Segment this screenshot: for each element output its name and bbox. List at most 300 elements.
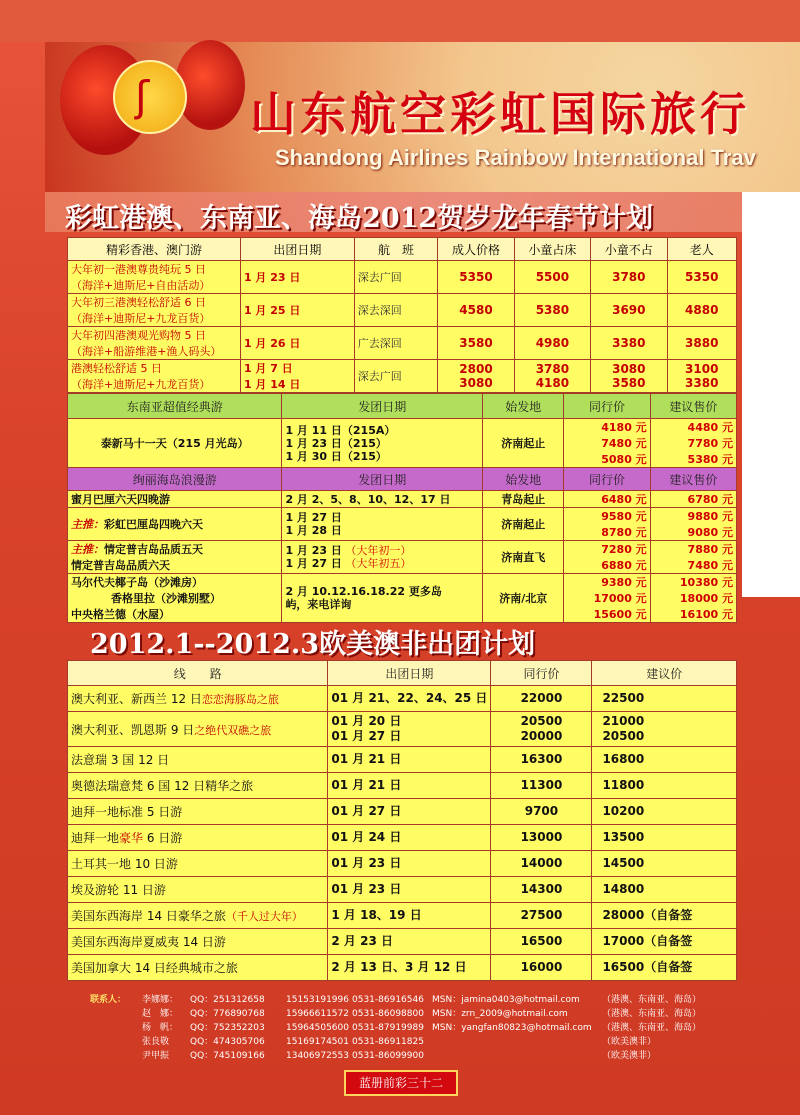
contact-phone: 0531-86911825 — [352, 1037, 424, 1047]
column-header: 出团日期 — [240, 238, 354, 261]
price-cell — [591, 327, 667, 360]
contact-mobile: 15169174501 — [286, 1037, 349, 1047]
tour-name: 港澳轻松舒适 5 日 — [71, 362, 162, 375]
price: 6480 元 — [601, 493, 647, 506]
price: 8780 元 — [601, 526, 647, 539]
route-cell — [68, 877, 328, 903]
departure-date: 2 月 2、5、8、10、12、17 日 — [285, 492, 451, 506]
tour-name: 大年初三港澳轻松舒适 6 日 — [71, 296, 206, 309]
retail-price-cell — [650, 508, 736, 541]
price: 3100 — [685, 362, 719, 376]
route-cell — [68, 773, 328, 799]
route-name: 埃及游轮 11 日游 — [71, 883, 166, 897]
price: 7280 元 — [601, 543, 647, 556]
dates-cell — [282, 508, 483, 541]
price: 3780 — [612, 270, 646, 284]
departure-date: 01 月 27 日 — [331, 729, 402, 743]
retail-price-cell — [592, 903, 737, 929]
price: 4480 元 — [687, 421, 733, 434]
tour-name: 彩虹巴厘岛四晚六天 — [104, 518, 203, 531]
price: 16300 — [520, 752, 563, 766]
contact-qq: QQ：474305706 — [190, 1037, 265, 1047]
section2-title: 2012.1--2012.3欧美澳非出团计划 — [90, 629, 536, 660]
rainbow-flame-logo-icon — [113, 60, 187, 134]
departure-date: 01 月 21、22、24、25 日 — [331, 691, 488, 705]
price: 5080 元 — [601, 453, 647, 466]
peer-price-cell — [564, 491, 650, 508]
date-cell — [328, 686, 491, 712]
table-row — [68, 327, 737, 360]
route-cell — [68, 851, 328, 877]
retail-price-cell — [592, 773, 737, 799]
contact-name: 张良敬 — [142, 1037, 170, 1047]
header-row — [68, 468, 737, 491]
contact-msn: MSN：jamina0403@hotmail.com — [432, 995, 580, 1005]
tour-name-line — [71, 541, 278, 557]
route-cell — [68, 686, 328, 712]
departure-date: 1 月 27 日 — [285, 557, 342, 570]
column-header: 航 班 — [354, 238, 438, 261]
tour-name: 马尔代夫椰子岛（沙滩房） — [71, 576, 203, 589]
table-row — [68, 419, 737, 468]
contact-phone: 0531-86099900 — [352, 1051, 424, 1061]
price: 22500 — [602, 691, 645, 705]
section1-title: 彩虹港澳、东南亚、海岛2012贺岁龙年春节计划 — [65, 203, 654, 234]
price: 20500 — [520, 714, 563, 728]
date-line — [285, 493, 479, 506]
column-header: 同行价 — [564, 468, 650, 491]
route-cell — [68, 955, 328, 981]
table-row — [68, 294, 737, 327]
contact-qq: QQ：745109166 — [190, 1051, 265, 1061]
peer-price-cell — [491, 712, 592, 747]
price: 5380 — [535, 303, 570, 317]
top-band — [0, 0, 800, 42]
tour-name-cell — [68, 491, 282, 508]
table-row — [68, 825, 737, 851]
column-header: 发团日期 — [282, 394, 483, 419]
tour-name-line — [71, 516, 278, 532]
price: 4880 — [685, 303, 719, 317]
column-header: 绚丽海岛浪漫游 — [68, 468, 282, 491]
peer-price-cell — [564, 508, 650, 541]
tour-name-cell — [68, 294, 241, 327]
column-header: 出团日期 — [328, 661, 491, 686]
price: 13000 — [520, 830, 563, 844]
origin: 济南起止 — [483, 508, 564, 541]
price: 3580 — [459, 336, 493, 350]
column-header: 线 路 — [68, 661, 328, 686]
table-row — [68, 747, 737, 773]
route-cell — [68, 747, 328, 773]
price: 4980 — [535, 336, 570, 350]
departure-date: 1 月 23 日（215） — [285, 436, 387, 450]
contact-row — [90, 1049, 712, 1063]
date-note: （大年初五） — [341, 557, 412, 570]
tour-name: 香格里拉（沙滩别墅） — [111, 592, 221, 605]
price: 17000（自备签 — [602, 934, 693, 948]
departure-date: 01 月 21 日 — [331, 778, 402, 792]
contact-qq: QQ：776890768 — [190, 1009, 265, 1019]
retail-price-cell — [650, 541, 736, 574]
date-cell — [328, 825, 491, 851]
departure-date-cell — [240, 327, 354, 360]
contact-scope: （港澳、东南亚、海岛） — [602, 1009, 702, 1019]
table-row — [68, 773, 737, 799]
price: 3380 — [612, 336, 646, 350]
contact-name: 尹甲振 — [142, 1051, 170, 1061]
hk-macau-table — [67, 237, 737, 393]
peer-price-cell — [491, 686, 592, 712]
date-cell — [328, 712, 491, 747]
date-cell — [328, 747, 491, 773]
table-row — [68, 799, 737, 825]
date-cell — [328, 773, 491, 799]
departure-date: 1 月 23 日 — [243, 271, 301, 284]
route-name: 美国东西海岸 14 日豪华之旅 — [71, 909, 226, 923]
table-row — [68, 574, 737, 623]
route-name: 澳大利亚、新西兰 12 日 — [71, 692, 202, 706]
peer-price-cell — [491, 825, 592, 851]
route-tail: 6 日游 — [143, 831, 183, 845]
route-name: 奥德法瑞意梵 6 国 12 日精华之旅 — [71, 779, 254, 793]
departure-date: 1 月 27 日 — [285, 511, 342, 524]
column-header: 老人 — [667, 238, 736, 261]
departure-date: 01 月 23 日 — [331, 856, 402, 870]
table-row — [68, 686, 737, 712]
peer-price-cell — [491, 799, 592, 825]
contact-scope: （欧美澳非） — [602, 1037, 657, 1047]
price: 4180 元 — [601, 421, 647, 434]
departure-date: 1 月 30 日（215） — [285, 449, 387, 463]
contact-phone: 0531-87919989 — [352, 1023, 424, 1033]
tour-subtitle: （海洋+船游维港+渔人码头） — [71, 345, 222, 358]
retail-price-cell — [650, 574, 736, 623]
route-cell — [68, 825, 328, 851]
flight-cell: 深去广回 — [354, 360, 438, 393]
tour-name-cell — [68, 541, 282, 574]
price: 9880 元 — [687, 510, 733, 523]
date-line — [285, 598, 479, 611]
retail-price-cell — [650, 419, 736, 468]
departure-date: 2 月 13 日、3 月 12 日 — [331, 960, 467, 974]
peer-price-cell — [491, 773, 592, 799]
price: 22000 — [520, 691, 563, 705]
contact-scope: （港澳、东南亚、海岛） — [602, 995, 702, 1005]
retail-price-cell — [592, 799, 737, 825]
route-cell — [68, 903, 328, 929]
tour-name: 大年初一港澳尊贵纯玩 5 日 — [71, 263, 206, 276]
price: 10380 元 — [679, 576, 733, 589]
price: 4580 — [459, 303, 493, 317]
route-subtitle: （千人过大年） — [225, 910, 303, 923]
price: 16000 — [520, 960, 563, 974]
retail-price-cell — [592, 712, 737, 747]
price: 5380 元 — [687, 453, 733, 466]
route-name: 澳大利亚、凯恩斯 9 日 — [71, 722, 195, 737]
column-header: 建议价 — [592, 661, 737, 686]
table-row — [68, 712, 737, 747]
price: 10200 — [602, 804, 645, 818]
route-cell — [68, 712, 328, 747]
price: 7780 元 — [687, 437, 733, 450]
price-cell — [591, 360, 667, 393]
departure-date: 01 月 21 日 — [331, 752, 402, 766]
departure-date: 1 月 18、19 日 — [331, 908, 422, 922]
date-line — [285, 524, 479, 537]
contact-msn: MSN：yangfan80823@hotmail.com — [432, 1023, 592, 1033]
contact-msn: MSN：zrn_2009@hotmail.com — [432, 1009, 568, 1019]
contact-mobile: 15966611572 — [286, 1009, 349, 1019]
tour-name: 情定普吉岛品质五天 — [104, 543, 203, 556]
departure-date-cell — [240, 294, 354, 327]
departure-date: 2 月 10.12.16.18.22 更多岛 — [285, 585, 442, 598]
price-cell — [438, 261, 514, 294]
price: 17000 元 — [593, 592, 647, 605]
price-cell — [667, 360, 736, 393]
price: 15600 元 — [593, 608, 647, 621]
tour-name-cell — [68, 261, 241, 294]
table-row — [68, 508, 737, 541]
price-cell — [667, 294, 736, 327]
price: 3580 — [612, 376, 646, 390]
retail-price-cell — [592, 686, 737, 712]
date-note: （大年初一） — [341, 544, 412, 557]
contact-qq: QQ：752352203 — [190, 1023, 265, 1033]
price: 14800 — [602, 882, 645, 896]
price: 3690 — [612, 303, 646, 317]
price-cell — [667, 327, 736, 360]
route-subtitle: 之绝代双礁之旅 — [194, 723, 272, 737]
price: 3380 — [685, 376, 719, 390]
contact-name: 杨 帆： — [142, 1023, 179, 1033]
price: 5350 — [459, 270, 493, 284]
departure-date: 1 月 7 日 — [243, 362, 293, 375]
route-subtitle: 恋恋海豚岛之旅 — [201, 693, 279, 706]
price: 3080 — [459, 376, 493, 390]
contact-name: 赵 娜： — [142, 1009, 179, 1019]
route-highlight: 豪华 — [119, 831, 144, 845]
tour-name-cell — [68, 327, 241, 360]
company-name-en: Shandong Airlines Rainbow International Trav — [275, 145, 756, 170]
tour-subtitle: （海洋+迪斯尼+自由活动） — [71, 279, 211, 292]
price: 3880 — [685, 336, 719, 350]
price: 14300 — [520, 882, 563, 896]
tour-subtitle: （海洋+迪斯尼+九龙百货） — [71, 312, 211, 325]
side-panel — [742, 192, 800, 597]
price: 6780 元 — [687, 493, 733, 506]
flight-cell: 深去深回 — [354, 294, 438, 327]
contact-mobile: 15964505600 — [286, 1023, 349, 1033]
price: 2800 — [459, 362, 493, 376]
price: 5350 — [685, 270, 719, 284]
route-name: 土耳其一地 10 日游 — [71, 857, 178, 871]
tour-name: 大年初四港澳观光购物 5 日 — [71, 329, 206, 342]
departure-date: 01 月 27 日 — [331, 804, 402, 818]
price: 7480 元 — [601, 437, 647, 450]
contact-scope: （港澳、东南亚、海岛） — [602, 1023, 702, 1033]
price: 3780 — [535, 362, 570, 376]
table-row — [68, 491, 737, 508]
long-haul-table — [67, 660, 737, 981]
dates-cell — [282, 419, 483, 468]
departure-date: 1 月 25 日 — [243, 304, 301, 317]
price: 28000（自备签 — [602, 908, 693, 922]
route-name: 迪拜一地 — [71, 831, 120, 845]
route-name: 美国加拿大 14 日经典城市之旅 — [71, 961, 238, 975]
route-cell — [68, 929, 328, 955]
contacts-block — [90, 993, 712, 1063]
page-label: 蓝册前彩三十二 — [344, 1070, 458, 1096]
sea-island-table — [67, 393, 737, 623]
lantern-decoration — [175, 40, 245, 130]
date-cell — [328, 903, 491, 929]
departure-date: 屿，来电详询 — [285, 598, 352, 611]
retail-price-cell — [592, 877, 737, 903]
column-header: 建议售价 — [650, 394, 736, 419]
retail-price-cell — [650, 491, 736, 508]
price: 7480 元 — [687, 559, 733, 572]
price: 9380 元 — [601, 576, 647, 589]
retail-price-cell — [592, 825, 737, 851]
contact-scope: （欧美澳非） — [602, 1051, 657, 1061]
departure-date: 01 月 20 日 — [331, 714, 402, 728]
contact-row — [90, 1007, 712, 1021]
peer-price-cell — [491, 851, 592, 877]
column-header: 小童不占 — [591, 238, 667, 261]
origin: 济南/北京 — [483, 574, 564, 623]
column-header: 东南亚超值经典游 — [68, 394, 282, 419]
peer-price-cell — [491, 747, 592, 773]
departure-date: 1 月 23 日 — [285, 544, 342, 557]
price: 7880 元 — [687, 543, 733, 556]
route-name: 迪拜一地标准 5 日游 — [71, 805, 183, 819]
price-cell — [514, 294, 590, 327]
header-row — [68, 394, 737, 419]
price: 16800 — [602, 752, 645, 766]
price: 4180 — [535, 376, 570, 390]
price: 18000 元 — [679, 592, 733, 605]
date-line — [285, 511, 479, 524]
flight-cell: 深去广回 — [354, 261, 438, 294]
retail-price-cell — [592, 955, 737, 981]
contact-qq: QQ：251312658 — [190, 995, 265, 1005]
departure-date-cell — [240, 360, 354, 393]
column-header: 同行价 — [491, 661, 592, 686]
retail-price-cell — [592, 929, 737, 955]
date-cell — [328, 929, 491, 955]
price: 6880 元 — [601, 559, 647, 572]
departure-date: 1 月 28 日 — [285, 524, 342, 537]
contact-row — [90, 1035, 712, 1049]
peer-price-cell — [491, 903, 592, 929]
column-header: 小童占床 — [514, 238, 590, 261]
column-header: 始发地 — [483, 394, 564, 419]
date-cell — [328, 877, 491, 903]
contact-mobile: 13406972553 — [286, 1051, 349, 1061]
price: 11800 — [602, 778, 645, 792]
departure-date: 1 月 14 日 — [243, 378, 301, 391]
peer-price-cell — [564, 541, 650, 574]
table-row — [68, 541, 737, 574]
tour-name: 中央格兰德（水屋） — [71, 608, 170, 621]
price-cell — [514, 360, 590, 393]
departure-date: 01 月 24 日 — [331, 830, 402, 844]
price: 13500 — [602, 830, 645, 844]
price: 27500 — [520, 908, 563, 922]
price-cell — [514, 261, 590, 294]
date-line — [285, 585, 479, 598]
company-name-cn: 山东航空彩虹国际旅行 — [250, 87, 750, 141]
date-cell — [328, 799, 491, 825]
peer-price-cell — [491, 929, 592, 955]
price: 9580 元 — [601, 510, 647, 523]
retail-price-cell — [592, 747, 737, 773]
departure-date: 01 月 23 日 — [331, 882, 402, 896]
tour-name-cell — [68, 574, 282, 623]
price: 16500 — [520, 934, 563, 948]
table-row — [68, 261, 737, 294]
column-header: 成人价格 — [438, 238, 514, 261]
price: 5500 — [535, 270, 570, 284]
column-header: 始发地 — [483, 468, 564, 491]
tour-name-cell — [68, 360, 241, 393]
tour-subtitle: （海洋+迪斯尼+九龙百货） — [71, 378, 211, 391]
dates-cell — [282, 541, 483, 574]
price-cell — [438, 294, 514, 327]
price: 11300 — [520, 778, 563, 792]
date-cell — [328, 955, 491, 981]
price-cell — [438, 327, 514, 360]
price: 14500 — [602, 856, 645, 870]
contact-phone: 0531-86916546 — [352, 995, 424, 1005]
table-row — [68, 851, 737, 877]
departure-date: 1 月 26 日 — [243, 337, 301, 350]
tour-name: 蜜月巴厘六天四晚游 — [71, 493, 170, 506]
tour-name: 泰新马十一天（215 月光岛） — [68, 419, 282, 468]
date-line — [285, 557, 479, 570]
origin: 济南起止 — [483, 419, 564, 468]
flight-cell: 广去深回 — [354, 327, 438, 360]
contact-mobile: 15153191996 — [286, 995, 349, 1005]
departure-date: 2 月 23 日 — [331, 934, 393, 948]
origin: 济南直飞 — [483, 541, 564, 574]
tour-name-cell — [68, 508, 282, 541]
featured-tag: 主推： — [71, 518, 104, 531]
peer-price-cell — [564, 419, 650, 468]
table-row — [68, 903, 737, 929]
route-name: 美国东西海岸夏威夷 14 日游 — [71, 935, 226, 949]
price-cell — [438, 360, 514, 393]
table-row — [68, 877, 737, 903]
column-header: 建议售价 — [650, 468, 736, 491]
peer-price-cell — [564, 574, 650, 623]
tour-name-line — [71, 574, 278, 590]
price-cell — [667, 261, 736, 294]
column-header: 发团日期 — [282, 468, 483, 491]
date-cell — [328, 851, 491, 877]
price: 9700 — [524, 804, 559, 818]
contacts-label: 联系人： — [90, 995, 127, 1005]
table-row — [68, 929, 737, 955]
price: 9080 元 — [687, 526, 733, 539]
price: 14000 — [520, 856, 563, 870]
departure-date-cell — [240, 261, 354, 294]
tour-name-line — [71, 491, 278, 507]
dates-cell — [282, 574, 483, 623]
peer-price-cell — [491, 955, 592, 981]
route-cell — [68, 799, 328, 825]
